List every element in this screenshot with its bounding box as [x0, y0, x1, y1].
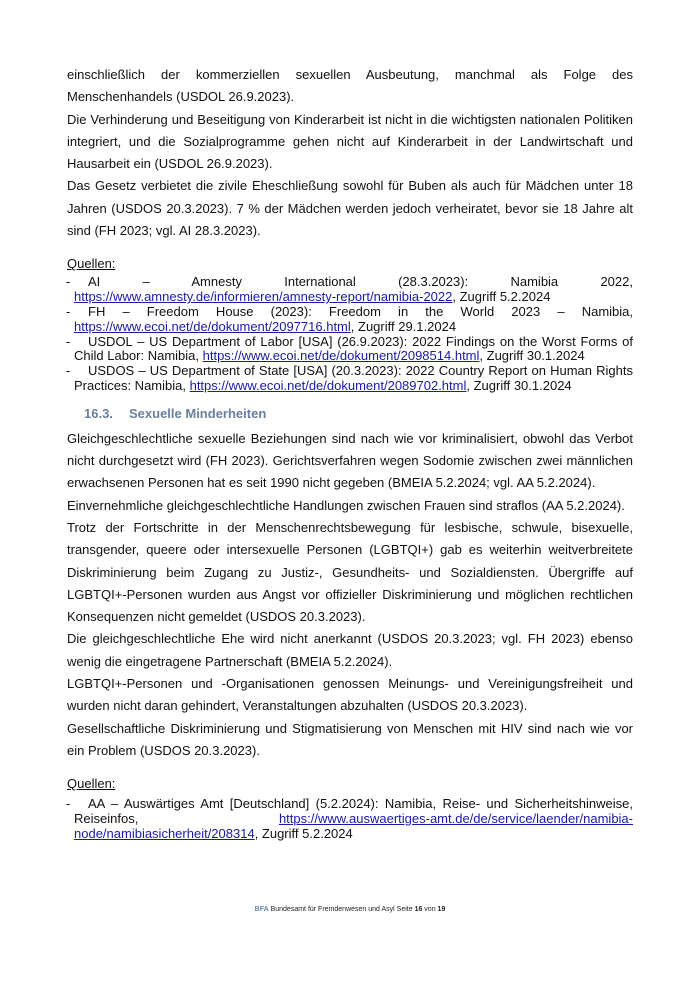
paragraph: Die gleichgeschlechtliche Ehe wird nicht anerkannt (USDOS 20.3.2023; vgl. FH 2023) ebenso wenig die eingetragene Partnerschaft (BMEIA 5.2.2024). — [67, 631, 633, 669]
paragraph: LGBTQI+-Personen und -Organisationen genossen Meinungs- und Vereinigungsfreiheit und wurden nicht daran gehindert, Veranstaltungen abzuhalten (USDOS 20.3.2023). — [67, 676, 633, 714]
source-link[interactable]: https://www.ecoi.net/de/dokument/2097716.html — [74, 318, 351, 334]
source-item — [67, 364, 633, 394]
paragraph: Einvernehmliche gleichgeschlechtliche Handlungen zwischen Frauen sind straflos (AA 5.2.2024). — [67, 497, 625, 513]
paragraph: einschließlich der kommerziellen sexuellen Ausbeutung, manchmal als Folge des Menschenhandels (USDOL 26.9.2023). — [67, 67, 633, 105]
paragraph: Gesellschaftliche Diskriminierung und Stigmatisierung von Menschen mit HIV sind nach wie vor ein Problem (USDOS 20.3.2023). — [67, 720, 633, 758]
section-number: 16.3. — [84, 405, 113, 421]
source-link[interactable]: https://www.amnesty.de/informieren/amnesty-report/namibia-2022 — [74, 289, 453, 305]
source-item — [67, 797, 633, 841]
source-text: AA – Auswärtiges Amt [Deutschland] (5.2.2024): Namibia, Reise- und Sicherheitshinweise, Reiseinfos, — [74, 796, 633, 826]
source-access: , Zugriff 29.1.2024 — [350, 318, 457, 334]
dash: - — [66, 796, 71, 812]
document-page — [67, 64, 633, 842]
paragraph: Gleichgeschlechtliche sexuelle Beziehungen sind nach wie vor kriminalisiert, obwohl das Verbot nicht durchgesetzt wird (FH 2023). Gerichtsverfahren wegen Sodomie zwischen zwei männlichen erwachsenen Personen hat es seit 1990 nicht gegeben (BMEIA 5.2.2024; vgl. AA 5.2.2024). — [67, 430, 633, 491]
section-heading — [67, 404, 633, 424]
bfa-logo: BFA — [254, 906, 269, 913]
sources-label: Quellen: — [67, 776, 116, 792]
source-access: , Zugriff 5.2.2024 — [452, 289, 551, 305]
dash: - — [66, 274, 71, 290]
sources-list — [67, 797, 633, 841]
dash: - — [66, 363, 71, 379]
footer-text: Bundesamt für Fremdenwesen und Asyl Seite — [268, 906, 415, 913]
source-link[interactable]: https://www.ecoi.net/de/dokument/2098514.html — [202, 348, 480, 364]
sources-list — [67, 275, 633, 393]
source-item — [67, 305, 633, 335]
source-text: USDOL – US Department of Labor [USA] (26.9.2023): 2022 Findings on the Worst Forms of Child Labor: Namibia, — [74, 333, 633, 364]
paragraph: Das Gesetz verbietet die zivile Eheschließung sowohl für Buben als auch für Mädchen unter 18 Jahren (USDOS 20.3.2023). 7 % der Mädchen werden jedoch verheiratet, bevor sie 18 Jahre alt sind (FH 2023; vgl. AI 28.3.2023). — [67, 178, 633, 239]
source-access: , Zugriff 30.1.2024 — [479, 348, 585, 364]
sources-label: Quellen: — [67, 256, 116, 272]
page-number: 16 — [414, 906, 423, 913]
page-total: 19 — [437, 906, 446, 913]
dash: - — [66, 303, 71, 319]
source-link[interactable]: https://www.ecoi.net/de/dokument/2089702.html — [189, 377, 467, 393]
dash: - — [66, 333, 71, 349]
source-link[interactable]: https://www.auswaertiges-amt.de/de/service/laender/namibia-node/namibiasicherheit/208314 — [74, 811, 633, 841]
source-item — [67, 275, 633, 305]
source-access: , Zugriff 5.2.2024 — [254, 825, 353, 841]
page-footer — [0, 906, 700, 913]
paragraph: Trotz der Fortschritte in der Menschenrechtsbewegung für lesbische, schwule, bisexuelle, transgender, queere oder intersexuelle Personen (LGBTQI+) gab es weiterhin weitverbreitete Diskriminierung beim Zugang zu Justiz-, Gesundheits- und Sozialdiensten. Übergriffe auf LGBTQI+-Personen wurden aus Angst vor offizieller Diskriminierung und möglichen rechtlichen Konsequenzen nicht gemeldet (USDOS 20.3.2023). — [67, 519, 633, 625]
source-item — [67, 335, 633, 365]
footer-of: von — [422, 906, 438, 913]
source-text: USDOS – US Department of State [USA] (20.3.2023): 2022 Country Report on Human Rights Practices: Namibia, — [74, 363, 633, 393]
source-text: AI – Amnesty International (28.3.2023): Namibia 2022, — [88, 274, 633, 290]
source-text: FH – Freedom House (2023): Freedom in the World 2023 – Namibia, — [88, 303, 633, 319]
paragraph: Die Verhinderung und Beseitigung von Kinderarbeit ist nicht in die wichtigsten nationalen Politiken integriert, und die Sozialprogramme gehen nicht auf Kinderarbeit in der Landwirtschaft und Hausarbeit ein (USDOL 26.9.2023). — [67, 111, 633, 172]
section-title: Sexuelle Minderheiten — [129, 405, 267, 421]
source-access: , Zugriff 30.1.2024 — [466, 377, 572, 393]
